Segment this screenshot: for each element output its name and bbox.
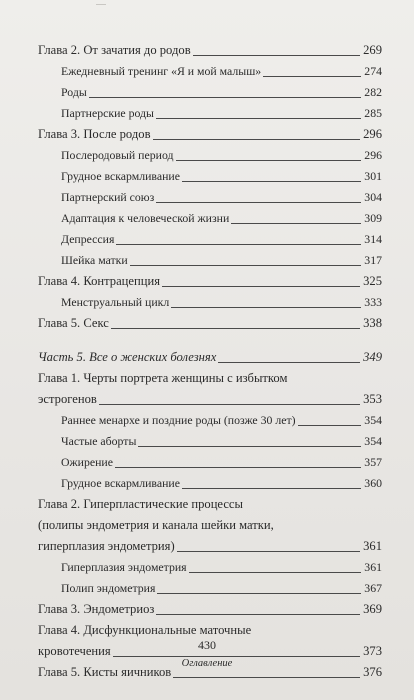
toc-entry <box>38 578 382 599</box>
toc-entry <box>38 187 382 208</box>
toc-entry-title: Полип эндометрия <box>61 581 156 595</box>
toc-entry-title-line: Глава 4. Дисфункциональные маточные <box>38 623 252 637</box>
toc-entry-page: 274 <box>364 64 382 78</box>
toc-entry-page: 376 <box>363 665 382 679</box>
toc-entry-title: Глава 3. После родов <box>38 127 151 141</box>
toc-entry-page: 354 <box>364 413 382 427</box>
toc-entry-page: 357 <box>364 455 382 469</box>
toc-entry-title: Глава 4. Контрацепция <box>38 274 161 288</box>
toc-entry-page: 369 <box>363 602 382 616</box>
toc-entry-page: 285 <box>364 106 382 120</box>
toc-leader-line <box>182 488 361 489</box>
toc-entry <box>38 473 382 494</box>
toc-entry-title: Адаптация к человеческой жизни <box>61 211 230 225</box>
toc-entry-page: 333 <box>364 295 382 309</box>
page-number: 430 <box>198 638 216 652</box>
toc-entry <box>38 250 382 271</box>
toc-leader-line <box>89 97 362 98</box>
toc-entry-title: Частые аборты <box>61 434 137 448</box>
toc-entry-title: Партнерский союз <box>61 190 155 204</box>
toc-entry-title-line: Глава 1. Черты портрета женщины с избытком <box>38 371 288 385</box>
toc-entry <box>38 389 382 410</box>
toc-entry-title: Грудное вскармливание <box>61 169 180 183</box>
toc-entry-title: Шейка матки <box>61 253 128 267</box>
toc-entry-title: Глава 5. Секс <box>38 316 109 330</box>
toc-entry <box>38 313 382 334</box>
toc-entry-page: 282 <box>364 85 382 99</box>
toc-entry-page: 353 <box>363 392 382 406</box>
toc-leader-line <box>156 614 360 615</box>
toc-entry-page: 338 <box>363 316 382 330</box>
toc-leader-line <box>99 404 360 405</box>
toc-part-entry <box>38 347 382 368</box>
toc-leader-line <box>138 446 361 447</box>
toc-entry-title: Грудное вскармливание <box>61 476 180 490</box>
toc-entry-title-line: (полипы эндометрия и канала шейки матки, <box>38 518 274 532</box>
toc-entry <box>38 40 382 61</box>
toc-entry-page: 296 <box>364 148 382 162</box>
toc-entry-page: 361 <box>364 560 382 574</box>
toc-entry <box>38 599 382 620</box>
toc-entry-title: Глава 2. От зачатия до родов <box>38 43 191 57</box>
toc-entry <box>38 229 382 250</box>
toc-leader-line <box>182 181 361 182</box>
toc-entry-page: 301 <box>364 169 382 183</box>
toc-entry-page: 304 <box>364 190 382 204</box>
toc-entry-title: Роды <box>61 85 87 99</box>
toc-leader-line <box>189 572 362 573</box>
toc-entry <box>38 292 382 313</box>
toc-leader-line <box>130 265 362 266</box>
toc-entry <box>38 208 382 229</box>
toc-entry <box>38 452 382 473</box>
toc-leader-line <box>177 551 360 552</box>
page-corner-mark <box>96 0 106 5</box>
toc-entry-title: Ожирение <box>61 455 113 469</box>
toc-leader-line <box>156 202 361 203</box>
toc-leader-line <box>173 677 360 678</box>
toc-entry-page: 314 <box>364 232 382 246</box>
table-of-contents <box>38 40 382 683</box>
toc-leader-line <box>113 656 360 657</box>
toc-leader-line <box>298 425 362 426</box>
toc-entry-page: 296 <box>363 127 382 141</box>
toc-leader-line <box>171 307 361 308</box>
toc-part-title: Часть 5. Все о женских болезнях <box>38 350 217 364</box>
toc-leader-line <box>263 76 361 77</box>
toc-entry <box>38 166 382 187</box>
toc-entry-title: Гиперплазия эндометрия <box>61 560 187 574</box>
toc-entry <box>38 410 382 431</box>
toc-entry <box>38 145 382 166</box>
toc-entry-title: гиперплазия эндометрия) <box>38 539 175 553</box>
toc-entry-title: Глава 3. Эндометриоз <box>38 602 155 616</box>
toc-entry-page: 361 <box>363 539 382 553</box>
toc-entry-title: Раннее менархе и поздние роды (позже 30 лет) <box>61 413 296 427</box>
toc-entry-page: 309 <box>364 211 382 225</box>
toc-entry-page: 367 <box>364 581 382 595</box>
toc-leader-line <box>176 160 362 161</box>
toc-leader-line <box>162 286 360 287</box>
toc-entry-page: 325 <box>363 274 382 288</box>
toc-entry <box>38 103 382 124</box>
toc-entry-title: Послеродовый период <box>61 148 174 162</box>
toc-entry-page: 349 <box>363 350 382 364</box>
toc-entry-title: Глава 5. Кисты яичников <box>38 665 172 679</box>
toc-entry-title-line: Глава 2. Гиперпластические процессы <box>38 497 243 511</box>
toc-entry-title: Менструальный цикл <box>61 295 170 309</box>
toc-entry-page: 317 <box>364 253 382 267</box>
toc-leader-line <box>116 244 361 245</box>
toc-entry <box>38 431 382 452</box>
toc-leader-line <box>193 55 360 56</box>
toc-entry <box>38 271 382 292</box>
running-footer-title: Оглавление <box>181 658 233 669</box>
toc-entry-title: Ежедневный тренинг «Я и мой малыш» <box>61 64 262 78</box>
toc-leader-line <box>111 328 360 329</box>
toc-entry-page: 360 <box>364 476 382 490</box>
toc-leader-line <box>156 118 361 119</box>
toc-entry <box>38 82 382 103</box>
toc-entry-page: 373 <box>363 644 382 658</box>
toc-entry <box>38 557 382 578</box>
toc-entry <box>38 124 382 145</box>
toc-entry <box>38 61 382 82</box>
toc-entry-title: кровотечения <box>38 644 111 658</box>
toc-entry <box>38 536 382 557</box>
toc-entry-page: 354 <box>364 434 382 448</box>
toc-leader-line <box>218 362 360 363</box>
toc-entry-title: эстрогенов <box>38 392 97 406</box>
toc-leader-line <box>157 593 361 594</box>
toc-entry-title: Депрессия <box>61 232 115 246</box>
toc-entry-page: 269 <box>363 43 382 57</box>
toc-leader-line <box>115 467 361 468</box>
toc-leader-line <box>231 223 361 224</box>
toc-leader-line <box>153 139 361 140</box>
toc-entry-title: Партнерские роды <box>61 106 154 120</box>
